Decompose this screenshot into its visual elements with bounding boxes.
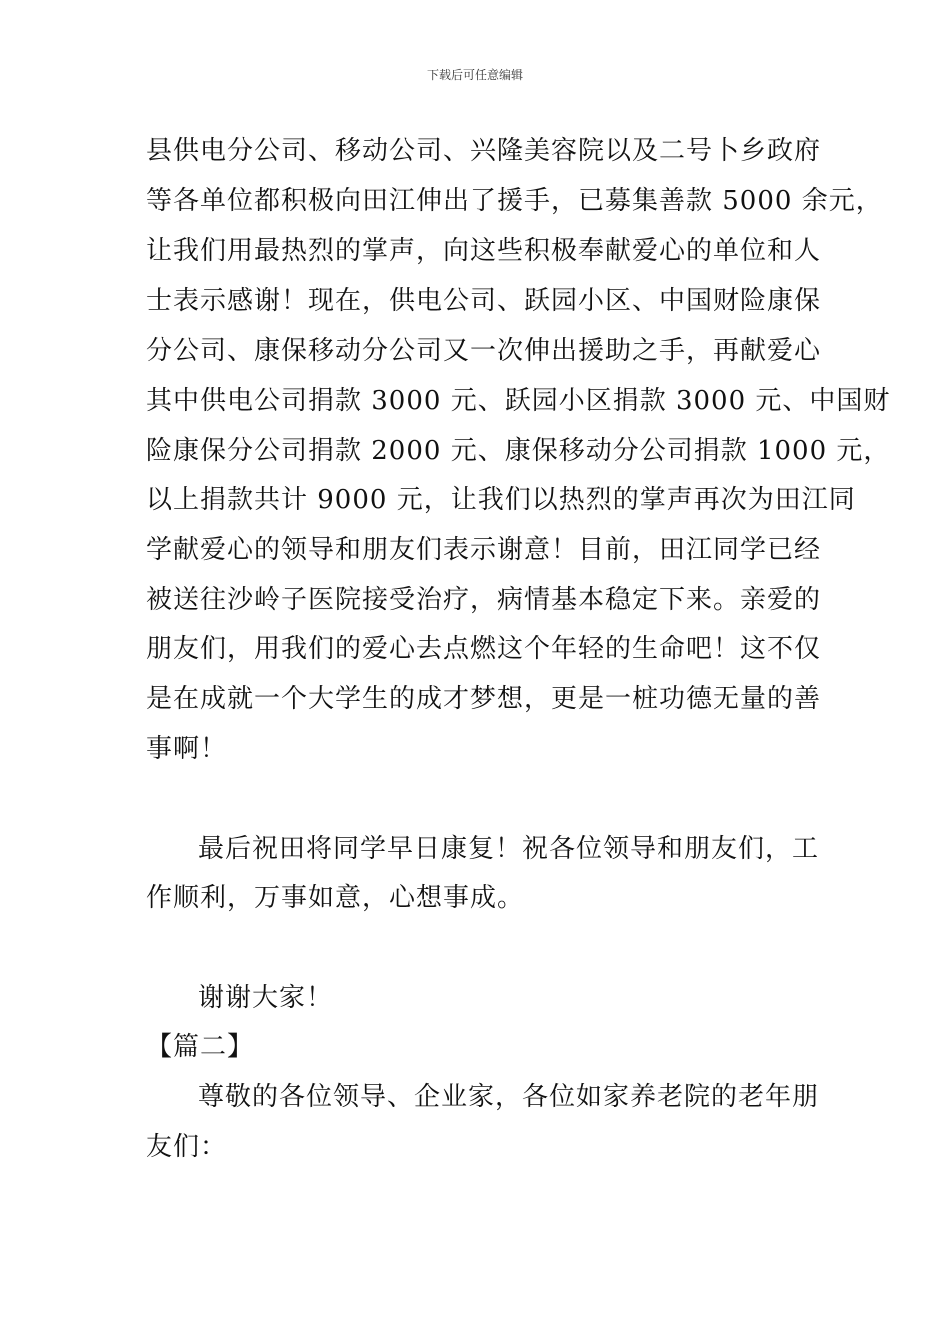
paragraph1-line: 事啊！	[146, 734, 228, 764]
paragraph1-line: 其中供电公司捐款 3000 元、跃园小区捐款 3000 元、中国财	[146, 386, 891, 416]
paragraph3-line: 尊敬的各位领导、企业家，各位如家养老院的老年朋	[198, 1082, 820, 1112]
paragraph1-line: 士表示感谢！现在，供电公司、跃园小区、中国财险康保	[146, 286, 822, 316]
section-heading: 【篇二】	[146, 1032, 255, 1062]
paragraph1-line: 让我们用最热烈的掌声，向这些积极奉献爱心的单位和人	[146, 236, 822, 266]
paragraph1-line: 是在成就一个大学生的成才梦想，更是一桩功德无量的善	[146, 684, 822, 714]
paragraph2-line: 最后祝田将同学早日康复！祝各位领导和朋友们，工	[198, 834, 820, 864]
paragraph1-line: 县供电分公司、移动公司、兴隆美容院以及二号卜乡政府	[146, 136, 822, 166]
header-note: 下载后可任意编辑	[426, 68, 523, 82]
paragraph3-line: 友们：	[146, 1132, 228, 1162]
paragraph1-line: 以上捐款共计 9000 元，让我们以热烈的掌声再次为田江同	[146, 485, 856, 515]
paragraph1-line: 被送往沙岭子医院接受治疗，病情基本稳定下来。亲爱的	[146, 585, 822, 615]
paragraph1-line: 分公司、康保移动分公司又一次伸出援助之手，再献爱心	[146, 336, 822, 366]
paragraph1-line: 学献爱心的领导和朋友们表示谢意！目前，田江同学已经	[146, 535, 822, 565]
thanks-line: 谢谢大家！	[198, 983, 334, 1013]
paragraph1-line: 险康保分公司捐款 2000 元、康保移动分公司捐款 1000 元，	[146, 436, 891, 466]
paragraph2-line: 作顺利，万事如意，心想事成。	[146, 883, 525, 913]
paragraph1-line: 等各单位都积极向田江伸出了援手，已募集善款 5000 余元，	[146, 186, 883, 216]
paragraph1-line: 朋友们，用我们的爱心去点燃这个年轻的生命吧！这不仅	[146, 634, 822, 664]
